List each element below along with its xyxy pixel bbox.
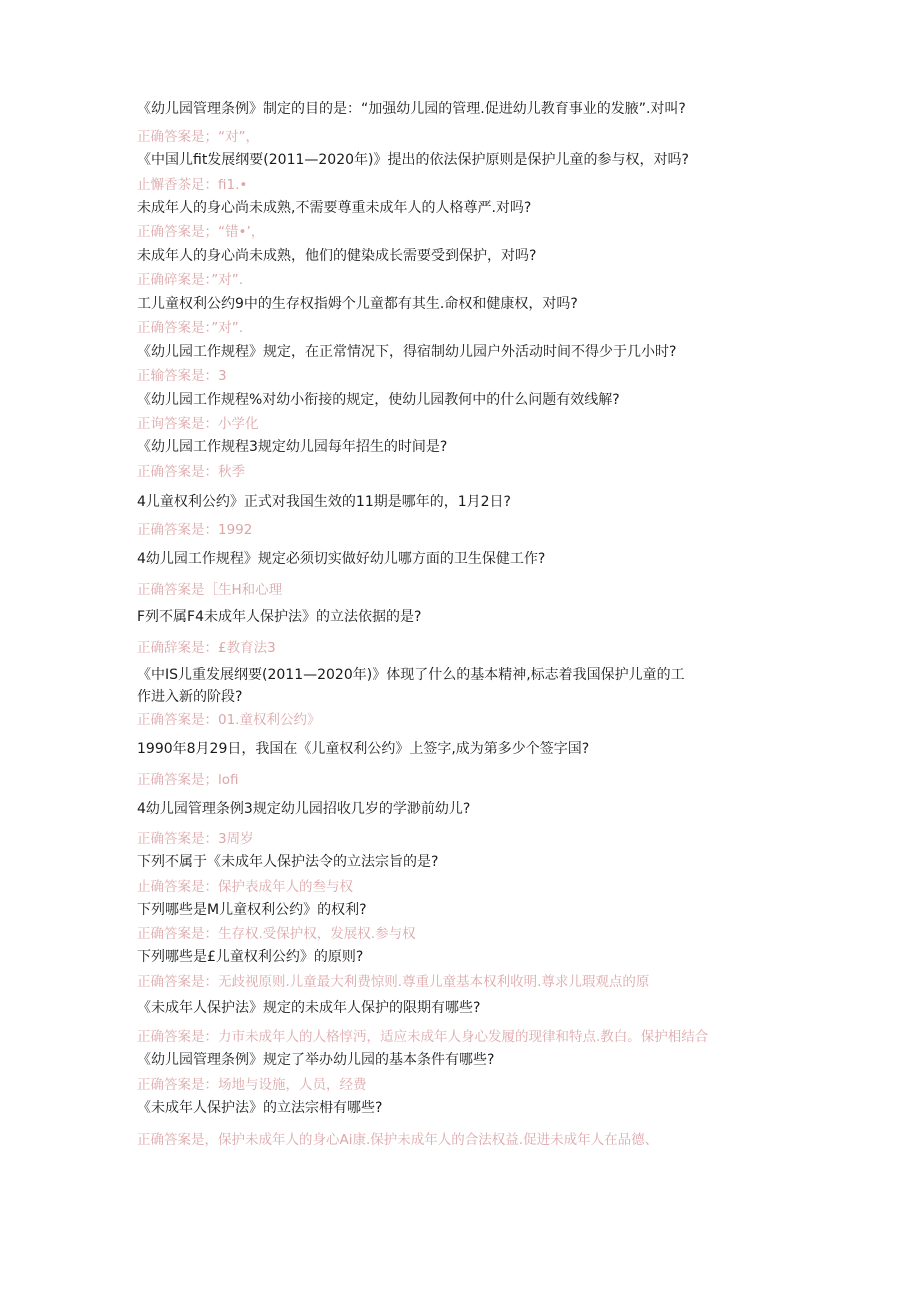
question-16: 下列哪些是M儿童权利公约》的权利? bbox=[137, 902, 367, 918]
question-12: 《中IS儿重发展纲要(2011—2020年)》体现了什么的基本精神,标志着我国保护儿童的工 bbox=[137, 667, 685, 683]
answer-13: 正确答案是；lofi bbox=[137, 772, 239, 788]
answer-7: 正询答案是：小学化 bbox=[137, 416, 259, 432]
answer-11: 正确辞案是：£教育法3 bbox=[137, 640, 276, 656]
question-2: 《中国儿fit发展纲要(2011—2020年)》提出的依法保护原则是保护儿童的参与权，对吗? bbox=[137, 152, 689, 168]
answer-2: 止懈香茶足：fi1.• bbox=[137, 177, 248, 193]
question-18: 《未成年人保护法》规定的未成年人保护的限期有哪些? bbox=[137, 1000, 481, 1016]
question-17: 下列哪些是£儿童权利公约》的原则? bbox=[137, 949, 364, 965]
answer-4: 正确碎案是：”对”. bbox=[137, 272, 244, 288]
answer-6: 正输答案是：3 bbox=[137, 368, 227, 384]
answer-12: 正确答案是：01.童权利公约》 bbox=[137, 712, 321, 728]
answer-20: 正确答案是，保护未成年人的身心Ai康.保护未成年人的合法权益.促进未成年人在品德、 bbox=[137, 1132, 659, 1148]
answer-17: 正确答案是：无歧视原则.儿童最大利费惊则.尊重儿童基本权利收明.尊求儿瑕观点的原 bbox=[137, 974, 650, 990]
answer-19: 正确答案是：场地与设施，人员，经费 bbox=[137, 1077, 367, 1093]
answer-10: 正确答案是［生H和心理 bbox=[137, 582, 283, 598]
answer-5: 正确答案是：”对”. bbox=[137, 320, 244, 336]
question-5: 工儿童权利公约9中的生存权指姆个儿童都有其生.命权和健康权，对吗? bbox=[137, 296, 578, 312]
question-8: 《幼儿园工作规程3规定幼儿园每年招生的时间是? bbox=[137, 439, 448, 455]
answer-8: 正确答案是：秋季 bbox=[137, 464, 245, 480]
question-3: 未成年人的身心尚未成熟,不需要尊重未成年人的人格尊严.对吗? bbox=[137, 200, 532, 216]
answer-1: 正确答案是；“对”， bbox=[137, 129, 259, 145]
question-20: 《未成年人保护法》的立法宗枏有哪些? bbox=[137, 1100, 383, 1116]
question-4: 未成年人的身心尚未成熟，他们的健染成长需要受到保护，对吗? bbox=[137, 248, 537, 264]
question-13: 1990年8月29日，我国在《儿童权利公约》上签字,成为第多少个签字国? bbox=[137, 741, 590, 757]
question-15: 下列不属于《未成年人保护法令的立法宗旨的是? bbox=[137, 854, 439, 870]
answer-15: 止确答案是：保护表成年人的叁与权 bbox=[137, 879, 353, 895]
question-9: 4儿童权利公约》正式对我国生效的11期是哪年的，1月2日? bbox=[137, 494, 511, 510]
question-6: 《幼儿园工作规程》规定，在正常情况下，得宿制幼儿园户外活动时间不得少于几小时? bbox=[137, 344, 677, 360]
answer-9: 正确答案是：1992 bbox=[137, 522, 253, 538]
question-14: 4幼儿园管理条例3规定幼儿园招收几岁的学渺前幼儿? bbox=[137, 801, 471, 817]
answer-18: 正确答案是：力市未成年人的人格惇沔，适应未成年人身心发履的现律和特点.教白。保护相结合 bbox=[137, 1029, 709, 1045]
answer-16: 正确答案是：生存权.受保护权，发展权.参与权 bbox=[137, 926, 416, 942]
question-11: F列不属F4未成年人保护法》的立法依据的是? bbox=[137, 609, 422, 625]
question-7: 《幼儿园工作规程%对幼小衔接的规定，使幼儿园教何中的什么问题有效线解? bbox=[137, 392, 620, 408]
answer-14: 正确答案是：3周岁 bbox=[137, 831, 254, 847]
question-19: 《幼儿园管理条例》规定了举办幼儿园的基本条件有哪些? bbox=[137, 1052, 495, 1068]
answer-3: 正确答案是；“错•’， bbox=[137, 224, 265, 240]
question-10: 4幼儿园工作规程》规定必须切实做好幼儿哪方面的卫生保健工作? bbox=[137, 551, 546, 567]
question-1: 《幼儿园管理条例》制定的目的是：“加强幼儿园的管理.促进幼儿教育事业的发腋”.对叫? bbox=[137, 101, 686, 117]
question-12-continued: 作进入新的阶段? bbox=[137, 689, 243, 705]
